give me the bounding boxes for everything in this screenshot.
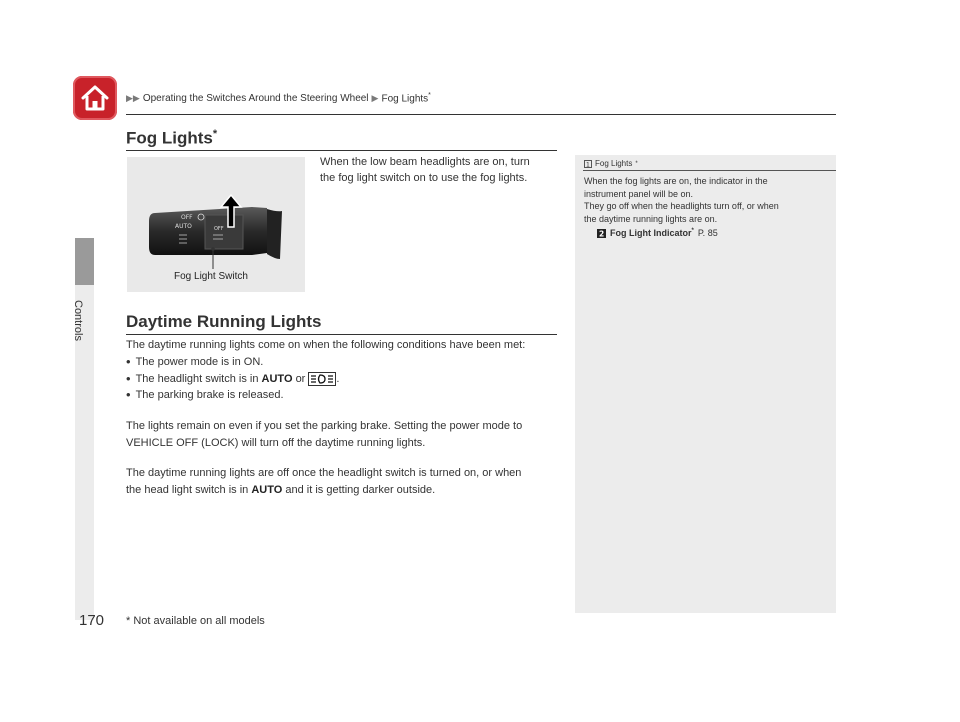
breadcrumb-parent[interactable]: Operating the Switches Around the Steering Wheel: [142, 92, 369, 104]
headlight-low-beam-icon: [308, 372, 336, 386]
breadcrumb-current[interactable]: Fog Lights*: [381, 92, 431, 105]
note-heading: 1 Fog Lights *: [586, 159, 638, 168]
conditions-list: [126, 354, 339, 404]
home-icon: [80, 84, 110, 112]
daytime-paragraph-2: The daytime running lights are off once the headlight switch is turned on, or when the head light switch is in AUTO and it is getting darker outside.: [126, 467, 522, 496]
stalk-off-label: OFF: [181, 214, 193, 221]
stalk-auto-label: AUTO: [175, 223, 192, 230]
breadcrumb-arrow-icon: ▶▶: [126, 92, 140, 103]
note-rule: [583, 170, 836, 171]
list-item: • The headlight switch is in AUTO or .: [126, 371, 339, 388]
breadcrumb-arrow-icon: ▶: [371, 92, 379, 103]
stalk-fog-off-label: OFF: [214, 226, 224, 232]
home-button[interactable]: [73, 76, 117, 120]
side-section-label: Controls: [72, 300, 84, 341]
breadcrumb: [126, 92, 431, 104]
note-body: When the fog lights are on, the indicator in the instrument panel will be on. They go off when the headlights turn off, or when the daytime running lights are on.: [584, 176, 779, 224]
fog-lights-title: Fog Lights*: [126, 128, 218, 148]
note-panel: [575, 155, 836, 613]
footnote: * Not available on all models: [126, 615, 265, 627]
note-marker-icon: [584, 160, 592, 168]
title-rule: [126, 150, 557, 151]
fog-lights-intro: When the low beam headlights are on, turn the fog light switch on to use the fog lights.: [320, 156, 530, 184]
list-item: • The power mode is in ON.: [126, 354, 339, 371]
reference-arrow-icon: [597, 229, 606, 238]
page-number: 170: [79, 612, 105, 629]
title-rule: [126, 334, 557, 335]
header-rule: [126, 114, 836, 115]
fog-light-switch-figure: [127, 157, 305, 292]
daytime-paragraph-1: The lights remain on even if you set the parking brake. Setting the power mode to VEHICLE OFF (LOCK) will turn off the daytime running lights.: [126, 420, 523, 449]
svg-text:2: 2: [599, 229, 605, 238]
list-item: • The parking brake is released.: [126, 387, 339, 404]
svg-text:1: 1: [586, 161, 590, 168]
daytime-running-lights-title: Daytime Running Lights: [126, 312, 322, 331]
controls-tab-marker: [75, 238, 94, 285]
figure-caption: Fog Light Switch: [174, 271, 248, 282]
fog-light-indicator-link[interactable]: 2 Fog Light Indicator* P. 85: [599, 228, 718, 238]
daytime-intro: The daytime running lights come on when the following conditions have been met:: [126, 339, 526, 351]
